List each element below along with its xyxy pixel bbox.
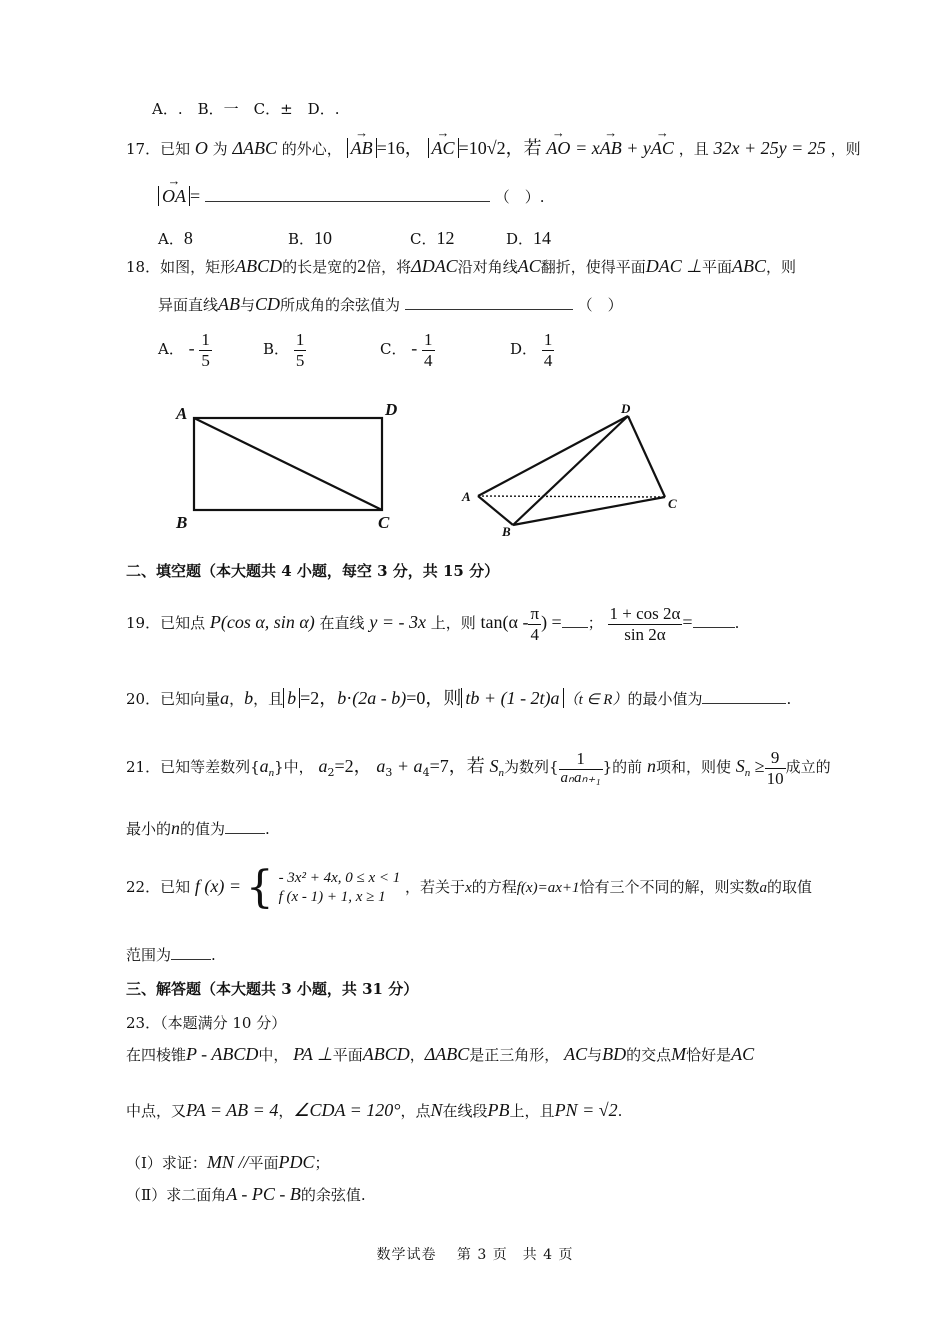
q21-plus: + a xyxy=(392,756,423,777)
q18-plane2: ABC xyxy=(731,256,766,276)
q17-vector-ab2: → AB xyxy=(600,138,622,159)
q22-text: ，若关于 xyxy=(405,878,466,896)
edge-dc xyxy=(628,416,665,497)
q22-case2: f (x - 1) + 1, x ≥ 1 xyxy=(278,889,386,905)
q20-line xyxy=(126,684,791,710)
q21-a2: a xyxy=(318,756,328,777)
numerator: 1 xyxy=(295,330,305,349)
q17-point-o: O xyxy=(194,138,208,158)
q23-pyramid: P - ABCD xyxy=(186,1044,259,1064)
edge-ab xyxy=(478,496,513,525)
q23-m: M xyxy=(671,1044,687,1064)
q18-two: 2 xyxy=(357,256,367,276)
q21-text: 项和，则使 xyxy=(655,758,731,777)
q23-text: 在线段 xyxy=(442,1102,488,1120)
q23-text: 平面 xyxy=(332,1046,363,1064)
edge-ac-hidden xyxy=(478,496,665,497)
q20-paren: (2a - b) xyxy=(352,688,407,708)
q21-end: . xyxy=(265,820,270,838)
q23-pb: PB xyxy=(487,1100,510,1120)
q23-angle: ∠CDA = 120° xyxy=(293,1100,401,1120)
q23-pn: PN = √2 xyxy=(554,1100,618,1120)
edge-ad xyxy=(478,416,628,496)
q21-fraction xyxy=(559,749,603,787)
q23-pa: PA ⊥ xyxy=(293,1044,333,1064)
q23-text: （Ⅱ）求二面角 xyxy=(126,1186,227,1204)
q18-line-cd: CD xyxy=(255,294,281,314)
q23-ac: AC xyxy=(731,1044,755,1064)
denominator: 10 xyxy=(766,768,784,788)
q22-line2 xyxy=(126,944,216,965)
q23-text: 与 xyxy=(587,1046,603,1064)
q20-eq0: =0，则 xyxy=(406,688,462,708)
answer-blank[interactable] xyxy=(702,703,786,704)
q23-pdc: PDC xyxy=(278,1152,315,1172)
option-label: C． xyxy=(380,340,407,359)
q21-sub: n xyxy=(498,767,504,780)
numerator: π xyxy=(530,604,540,623)
q23-bd: BD xyxy=(602,1044,627,1064)
q21-text: }的前 xyxy=(602,758,643,777)
q22-text: 22．已知 xyxy=(126,878,191,896)
q23-part1 xyxy=(126,1152,329,1173)
q17-vector-ac2: → AC xyxy=(651,138,674,159)
numerator: 1 xyxy=(201,330,210,349)
q18-text: 倍，将 xyxy=(366,258,412,276)
q22-function: f (x) = xyxy=(194,876,241,896)
q23-text: ， xyxy=(278,1102,294,1120)
q21-fraction-9-10 xyxy=(765,748,786,788)
q17-vector-oa: → OA xyxy=(162,186,186,207)
q19-eq: = xyxy=(682,612,693,633)
q23-text: 平面 xyxy=(248,1154,279,1172)
q17-text: ，则 xyxy=(830,140,861,158)
numerator: 1 + cos 2α xyxy=(609,604,681,623)
q21-sub: 4 xyxy=(422,766,430,780)
numerator: 1 xyxy=(424,330,433,349)
q18-rect-name: ABCD xyxy=(235,256,283,276)
label-c: C xyxy=(378,513,390,532)
diagonal-ac xyxy=(194,418,382,510)
q19-line-eq: y = - 3x xyxy=(369,612,426,633)
answer-blank[interactable] xyxy=(171,959,211,960)
q21-ge: ≥ xyxy=(750,756,765,777)
q17-condition: 32x + 25y = 25 xyxy=(713,138,826,158)
q17-vector-ao: → AO xyxy=(546,138,570,159)
q21-a3: a xyxy=(376,756,386,777)
q19-text: 上，则 xyxy=(430,614,476,633)
q19-text: 在直线 xyxy=(319,614,365,633)
option-value: 14 xyxy=(533,228,552,248)
option-label: A． xyxy=(158,340,184,359)
q22-text: 的方程 xyxy=(471,878,517,896)
q23-triangle: ΔABC xyxy=(424,1044,470,1064)
q18-text: 平面 xyxy=(701,258,732,276)
denominator: 4 xyxy=(543,350,553,370)
q22-equation: f(x)=ax+1 xyxy=(516,880,580,896)
denominator: 5 xyxy=(295,350,305,370)
q17-text: ，且 xyxy=(678,140,709,158)
q17-text: 的外心， xyxy=(281,140,342,158)
q23-plane: ABCD xyxy=(362,1044,410,1064)
q23-text: 是正三角形， xyxy=(469,1046,560,1064)
q20-vector-b: b xyxy=(244,688,254,708)
numerator: 1 xyxy=(576,749,585,769)
q18-text: 沿对角线 xyxy=(457,258,518,276)
q19-text: 19．已知点 xyxy=(126,614,206,633)
q18-text: 翻折，使得平面 xyxy=(540,258,646,276)
q18-triangle: ΔDAC xyxy=(411,256,458,276)
answer-blank[interactable] xyxy=(562,627,588,628)
section-2-heading: 二、填空题（本大题共 4 小题，每空 3 分，共 15 分） xyxy=(126,562,500,580)
q22-text: 的取值 xyxy=(766,878,812,896)
q17-vector-ab: → AB xyxy=(351,138,373,159)
q21-text: 的值为 xyxy=(180,820,226,838)
q21-line1 xyxy=(126,748,831,788)
option-value: 12 xyxy=(436,228,455,248)
q17-eq16: =16， xyxy=(376,138,423,158)
label-b: B xyxy=(502,524,511,539)
q17-eq10: =10√2，若 xyxy=(458,138,542,158)
q20-eq: =2， xyxy=(300,688,338,708)
q19-point: P(cos α, sin α) xyxy=(209,612,315,633)
numerator: 9 xyxy=(770,748,780,767)
q18-plane: DAC ⊥ xyxy=(645,256,702,276)
q23-part2 xyxy=(126,1184,366,1205)
q17-vector-ac: → AC xyxy=(432,138,455,159)
q20-end: . xyxy=(786,690,792,708)
q22-case1: - 3x² + 4x, 0 ≤ x < 1 xyxy=(278,870,401,887)
q22-text: 范围为 xyxy=(126,946,172,964)
option-label: C． xyxy=(410,230,437,248)
option-label: D． xyxy=(510,340,538,359)
q18-text: 所成角的余弦值为 xyxy=(280,296,401,314)
q23-text: 中点，又 xyxy=(126,1102,187,1120)
q21-text: 最小的 xyxy=(126,820,172,838)
q18-text: 与 xyxy=(240,296,256,314)
q18-line-ab: AB xyxy=(218,294,241,314)
q21-sub: 3 xyxy=(385,766,393,780)
q17-number: 17．已知 xyxy=(126,140,191,158)
label-c: C xyxy=(668,496,677,511)
q20-expr: tb + (1 - 2t)a xyxy=(461,688,563,708)
q18-diagonal: AC xyxy=(517,256,541,276)
q16-options: A．. B．一 C．± D．. xyxy=(152,100,340,118)
q17-plus: + y xyxy=(621,138,651,158)
edge-bc xyxy=(513,497,665,525)
q20-text: 20．已知向量 xyxy=(126,690,221,708)
q21-n: n xyxy=(646,756,656,777)
option-label: B． xyxy=(288,230,315,248)
q23-equal-lengths: PA = AB = 4 xyxy=(186,1100,279,1120)
q19-tan: tan(α - xyxy=(480,612,529,633)
q23-text: 上，且 xyxy=(509,1102,555,1120)
denominator: aₙaₙ₊₁ xyxy=(560,769,601,786)
q22-brace: { xyxy=(245,862,274,913)
q23-text: ， xyxy=(409,1046,425,1064)
label-a: A xyxy=(176,404,188,423)
q18-text: 18．如图，矩形 xyxy=(126,258,236,276)
q21-eq: =2， xyxy=(334,756,372,777)
q22-line1 xyxy=(126,862,812,913)
q21-eq: =7，若 xyxy=(429,756,485,777)
option-value: 10 xyxy=(314,228,333,248)
q23-ac: AC xyxy=(564,1044,588,1064)
answer-blank[interactable] xyxy=(693,627,735,628)
q22-end: . xyxy=(211,946,216,964)
numerator: 1 xyxy=(543,330,553,349)
q22-cases xyxy=(279,869,401,907)
q18-paren: （ ） xyxy=(577,296,623,314)
q23-heading: 23．（本题满分 10 分） xyxy=(126,1014,287,1032)
q21-a: a xyxy=(259,756,269,777)
q21-s: S xyxy=(735,756,745,777)
q21-s: S xyxy=(489,756,499,777)
q18-text: 的长是宽的 xyxy=(282,258,358,276)
label-b: B xyxy=(176,513,188,532)
option-value: 8 xyxy=(183,228,193,248)
q23-text: ； xyxy=(314,1154,330,1172)
option-label: B． xyxy=(263,340,290,359)
label-d: D xyxy=(385,400,398,419)
q17-text: 为 xyxy=(212,140,228,158)
q23-text: 恰好是 xyxy=(686,1046,732,1064)
q21-text: 成立的 xyxy=(785,758,831,777)
q23-text: 中， xyxy=(258,1046,289,1064)
q23-dihedral: A - PC - B xyxy=(226,1184,301,1204)
q17-expr: = x xyxy=(575,138,600,158)
q23-n: N xyxy=(430,1100,443,1120)
q19-semicolon: ； xyxy=(587,614,603,633)
q20-abs-b: b xyxy=(283,688,300,708)
denominator: 5 xyxy=(201,350,210,370)
q19-line xyxy=(126,604,739,644)
q18-text: ，则 xyxy=(765,258,796,276)
q21-text: 21．已知等差数列{ xyxy=(126,758,260,777)
option-sign: - xyxy=(411,338,418,359)
q19-close: ) = xyxy=(541,612,562,633)
q19-fraction xyxy=(608,604,683,644)
q23-mn: MN // xyxy=(206,1152,249,1172)
q23-text: 的余弦值. xyxy=(300,1186,366,1204)
q22-text: 恰有三个不同的解，则实数 xyxy=(579,878,760,896)
q17-paren: （ ）. xyxy=(494,188,545,206)
q20-condition: （t ∈ R） xyxy=(563,692,628,708)
page-footer: 数学试卷 第 3 页 共 4 页 xyxy=(376,1247,574,1263)
answer-blank[interactable] xyxy=(225,833,265,834)
q23-end: . xyxy=(617,1102,623,1120)
q21-n: n xyxy=(171,818,181,838)
q21-text: }中， xyxy=(274,758,314,777)
label-a: A xyxy=(462,489,471,504)
tetrahedron-figure xyxy=(478,416,665,525)
q21-sub: n xyxy=(268,767,275,780)
denominator: 4 xyxy=(424,350,433,370)
q21-sub: n xyxy=(744,767,751,780)
option-label: A． xyxy=(158,230,184,248)
rectangle-figure xyxy=(194,418,382,510)
q23-text: ，点 xyxy=(400,1102,431,1120)
section-3-heading: 三、解答题（本大题共 3 小题，共 31 分） xyxy=(126,980,419,998)
denominator: sin 2α xyxy=(608,624,683,645)
option-label: D． xyxy=(506,230,534,248)
q19-pi-fraction xyxy=(528,604,541,644)
q22-x: x xyxy=(465,880,472,896)
option-sign: - xyxy=(188,338,195,359)
q20-vector-a: a xyxy=(220,688,230,708)
label-d: D xyxy=(621,401,631,416)
q21-sub: 2 xyxy=(327,766,335,780)
q17-eq: = xyxy=(190,186,201,206)
denominator: 4 xyxy=(528,624,541,645)
q23-text: （I）求证： xyxy=(126,1154,207,1172)
edge-db xyxy=(513,416,628,525)
q20-text: ，且 xyxy=(253,690,284,708)
q20-dot: · xyxy=(346,688,353,708)
q19-dot: . xyxy=(734,614,740,633)
q21-line2 xyxy=(126,818,270,839)
q20-vector-b: b xyxy=(337,688,347,708)
q23-line1 xyxy=(126,1044,754,1065)
q22-a: a xyxy=(759,880,767,896)
q18-text: 异面直线 xyxy=(158,296,219,314)
q23-text: 的交点 xyxy=(626,1046,672,1064)
q23-text: 在四棱锥 xyxy=(126,1046,187,1064)
q20-text: ， xyxy=(229,690,245,708)
q20-text: 的最小值为 xyxy=(627,690,703,708)
q17-triangle: ΔABC xyxy=(232,138,278,158)
q23-line2 xyxy=(126,1100,622,1121)
q21-text: 为数列{ xyxy=(504,758,559,777)
